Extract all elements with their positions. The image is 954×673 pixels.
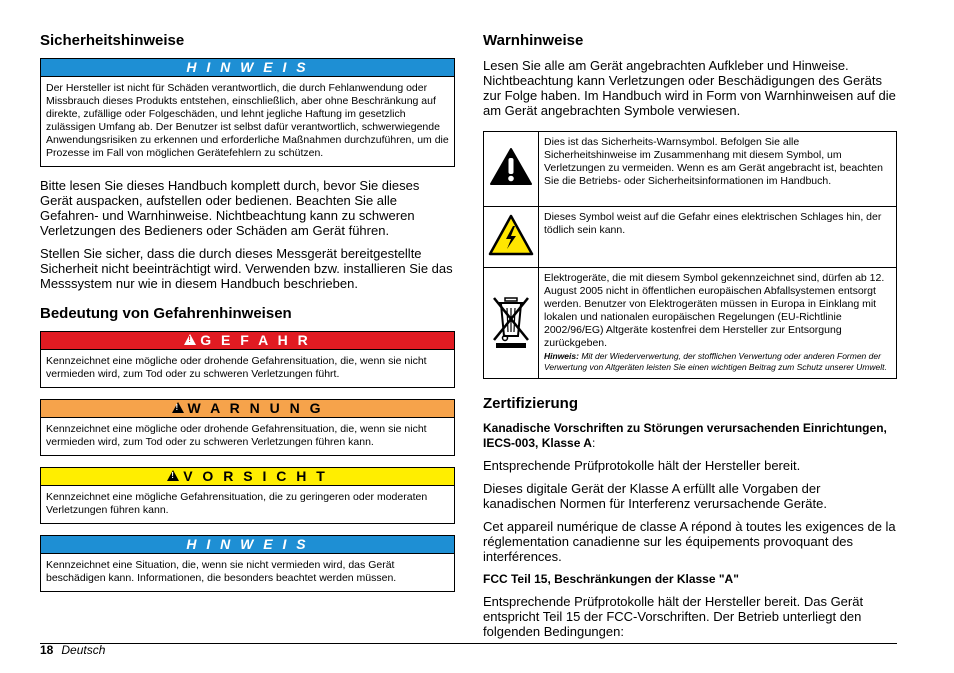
symbol-description: Dies ist das Sicherheits-Warnsymbol. Befolgen Sie alle Sicherheitshinweise im Zusammenhang mit diesem Symbol, um Verletzungen zu vermeiden. Wenn es am Gerät angebracht ist, beachten Sie die Betriebs- oder Sicherheitsinformationen im Handbuch. — [539, 132, 897, 207]
symbol-description: Dieses Symbol weist auf die Gefahr eines elektrischen Schlages hin, der tödlich sein kann. — [539, 207, 897, 268]
notice-label: W A R N U N G — [187, 400, 324, 416]
section-heading-safety: Sicherheitshinweise — [40, 32, 185, 49]
section-heading-certification: Zertifizierung — [483, 395, 579, 412]
table-row — [484, 207, 897, 268]
notice-box-vorsicht — [40, 467, 455, 524]
warning-triangle-icon: ! — [184, 334, 196, 345]
footer-language: Deutsch — [61, 643, 106, 657]
paragraph: Bitte lesen Sie dieses Handbuch komplett durch, bevor Sie dieses Gerät auspacken, aufstellen oder bedienen. Beachten Sie alle Gefahren- und Warnhinweise. Nichtbeachtung kann zu schweren Verletzungen des Bedieners oder Schäden am Gerät führen. — [40, 178, 420, 238]
notice-label: H I N W E I S — [41, 536, 454, 554]
notice-label: G E F A H R — [200, 332, 311, 348]
notice-box-gefahr — [40, 331, 455, 388]
paragraph: Cet appareil numérique de classe A répond à toutes les exigences de la réglementation canadienne sur les équipements provoquant des interférences. — [483, 519, 896, 564]
notice-text: Der Hersteller ist nicht für Schäden verantwortlich, die durch Fehlanwendung oder Missbrauch dieses Produkts entstehen, einschließlich, aber ohne Beschränkung auf direkte, zufällige oder Folgeschäden, und lehnt jegliche Haftung im gesetzlich zulässigen Umfang ab. Der Benutzer ist selbst dafür verantwortlich, schwerwiegende Anwendungsrisiken zu erkennen und erforderliche Maßnahmen durchzuführen, um die Prozesse im Fall von möglichen Gerätefehlern zu schützen. — [46, 82, 449, 159]
right-column — [483, 32, 897, 647]
notice-text: Kennzeichnet eine Situation, die, wenn sie nicht vermieden wird, das Gerät beschädigen kann. Informationen, die besonders beachtet werden müssen. — [46, 559, 397, 584]
notice-label: V O R S I C H T — [183, 468, 328, 484]
symbol-table — [483, 131, 897, 379]
table-row — [484, 268, 897, 379]
electric-shock-icon — [487, 213, 535, 257]
table-row — [484, 132, 897, 207]
warning-triangle-icon: ! — [167, 470, 179, 481]
notice-box-hinweis — [40, 535, 455, 592]
notice-box-hinweis — [40, 58, 455, 167]
section-heading-warnings: Warnhinweise — [483, 32, 584, 49]
notice-text: Kennzeichnet eine mögliche oder drohende Gefahrensituation, die, wenn sie nicht vermieden wird, zum Tod oder zu schweren Verletzungen führen kann. — [46, 423, 427, 448]
notice-box-warnung — [40, 399, 455, 456]
section-heading-hazard-meaning: Bedeutung von Gefahrenhinweisen — [40, 305, 292, 322]
paragraph: Entsprechende Prüfprotokolle hält der Hersteller bereit. Das Gerät entspricht Teil 15 der FCC-Vorschriften. Der Betrieb unterliegt den folgenden Bedingungen: — [483, 594, 864, 639]
paragraph: Dieses digitale Gerät der Klasse A erfüllt alle Vorgaben der kanadischen Normen für Interferenz verursachende Geräte. — [483, 481, 827, 511]
notice-text: Kennzeichnet eine mögliche oder drohende Gefahrensituation, die, wenn sie nicht vermieden wird, zum Tod oder zu schweren Verletzungen führt. — [46, 355, 427, 380]
paragraph: Stellen Sie sicher, dass die durch dieses Messgerät bereitgestellte Sicherheit nicht beeinträchtigt wird. Verwenden bzw. installieren Sie das Messsystem nur wie in diesem Handbuch beschrieben. — [40, 246, 453, 291]
recycling-note: Hinweis: Mit der Wiederverwertung, der stofflichen Verwertung oder anderen Formen der Verwertung von Altgeräten leisten Sie einen wichtigen Beitrag zum Schutz unserer Umwelt. — [544, 351, 887, 372]
left-column — [40, 32, 455, 603]
subheading-canada: Kanadische Vorschriften zu Störungen verursachenden Einrichtungen, IECS-003, Klasse A: — [483, 421, 887, 450]
footer-divider — [40, 643, 897, 644]
page-number: 18 — [40, 643, 54, 657]
symbol-description: Elektrogeräte, die mit diesem Symbol gekennzeichnet sind, dürfen ab 12. August 2005 nicht in öffentlichen europäischen Abfallsystemen entsorgt werden. Benutzer von Elektrogeräten müssen in Europa in Einklang mit lokalen und nationalen europäischen Regelungen (EU-Richtlinie 2002/96/EG) Altgeräte kostenfrei dem Hersteller zur Entsorgung zurückgeben. Hinweis: Mit der Wiederverwertung, der stofflichen Verwertung oder anderen Formen der Verwertung von Altgeräten leisten Sie einen wichtigen Beitrag zum Schutz unserer Umwelt. — [539, 268, 897, 379]
paragraph: Entsprechende Prüfprotokolle hält der Hersteller bereit. — [483, 458, 801, 473]
subheading-fcc: FCC Teil 15, Beschränkungen der Klasse "A" — [483, 572, 739, 586]
notice-label: H I N W E I S — [41, 59, 454, 77]
warning-triangle-icon — [489, 147, 533, 187]
weee-crossed-bin-icon — [491, 292, 531, 350]
notice-text: Kennzeichnet eine mögliche Gefahrensituation, die zu geringeren oder moderaten Verletzungen führen kann. — [46, 491, 428, 516]
page-footer — [40, 643, 105, 657]
warning-triangle-icon: ! — [172, 402, 184, 413]
paragraph: Lesen Sie alle am Gerät angebrachten Aufkleber und Hinweise. Nichtbeachtung kann Verletzungen oder Beschädigungen des Geräts zur Folge haben. Im Handbuch wird in Form von Warnhinweisen auf die am Gerät angebrachten Symbole verwiesen. — [483, 58, 896, 118]
